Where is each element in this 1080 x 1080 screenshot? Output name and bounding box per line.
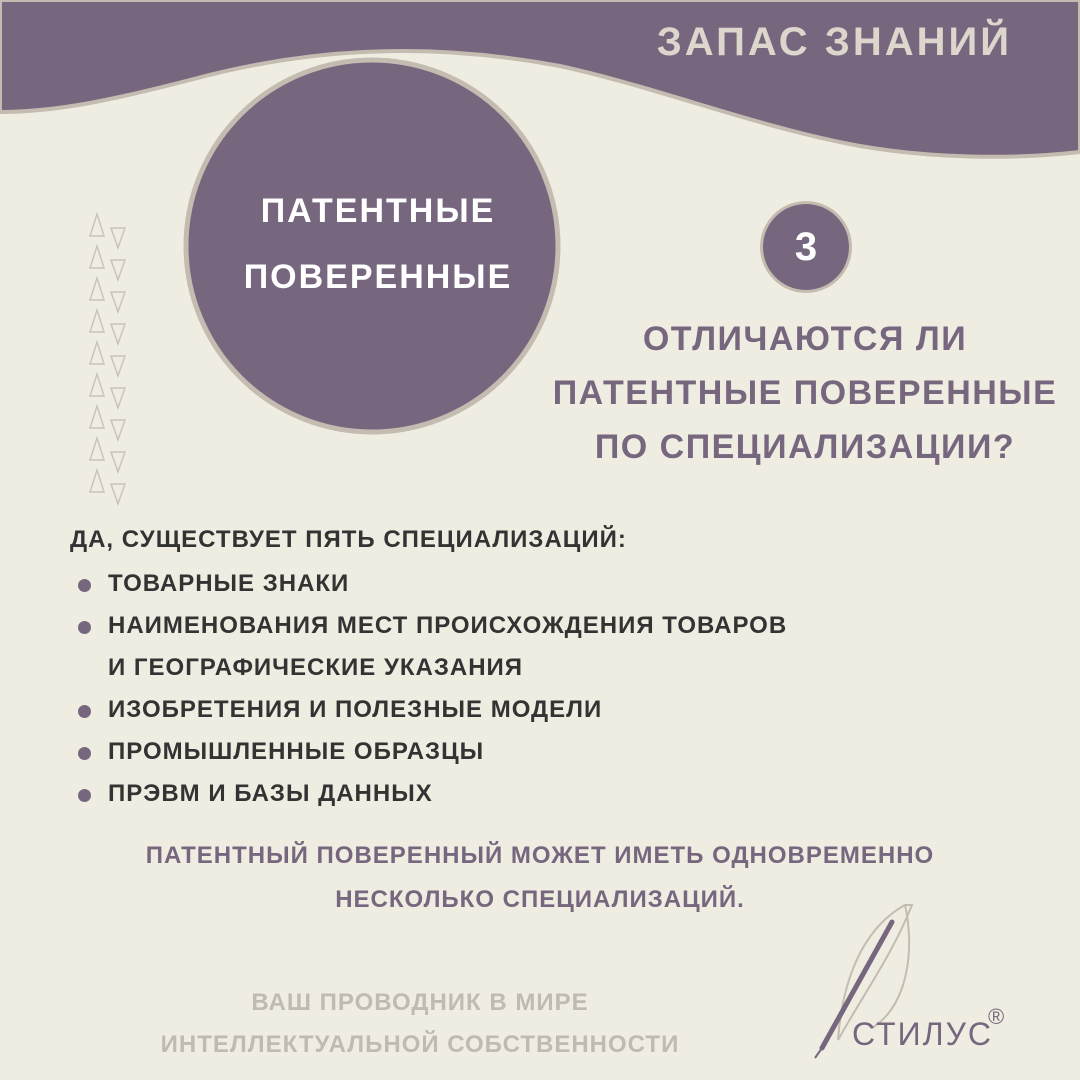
header-title: ЗАПАС ЗНАНИЙ [656, 20, 1012, 64]
triangle-up-icon [90, 470, 104, 492]
bullet-icon [78, 579, 91, 592]
footer-tagline [120, 982, 720, 1066]
note-line: НЕСКОЛЬКО СПЕЦИАЛИЗАЦИЙ. [335, 886, 745, 913]
triangle-down-icon [111, 452, 125, 472]
triangle-up-icon [90, 246, 104, 268]
list-item-line: И ГЕОГРАФИЧЕСКИЕ УКАЗАНИЯ [108, 654, 524, 681]
triangle-down-icon [111, 228, 125, 248]
question-number-badge: 3 [763, 204, 849, 290]
triangle-up-icon [90, 438, 104, 460]
list-item-line: НАИМЕНОВАНИЯ МЕСТ ПРОИСХОЖДЕНИЯ ТОВАРОВ [108, 612, 788, 639]
triangle-down-icon [111, 356, 125, 376]
list-item [74, 605, 787, 689]
list-item-line: ПРОМЫШЛЕННЫЕ ОБРАЗЦЫ [108, 738, 485, 765]
note-line: ПАТЕНТНЫЙ ПОВЕРЕННЫЙ МОЖЕТ ИМЕТЬ ОДНОВРЕМЕННО [145, 842, 935, 869]
triangle-pattern-icon [90, 214, 125, 504]
topic-title [188, 178, 568, 310]
bullet-icon [78, 747, 91, 760]
topic-title-line: ПАТЕНТНЫЕ [260, 192, 496, 230]
triangle-down-icon [111, 324, 125, 344]
answer-intro: ДА, СУЩЕСТВУЕТ ПЯТЬ СПЕЦИАЛИЗАЦИЙ: [70, 526, 627, 553]
question-text [540, 312, 1070, 474]
bullet-icon [78, 705, 91, 718]
triangle-down-icon [111, 420, 125, 440]
note-text [90, 834, 990, 922]
triangle-down-icon [111, 260, 125, 280]
question-line: ПАТЕНТНЫЕ ПОВЕРЕННЫЕ [552, 374, 1058, 412]
list-item [74, 731, 787, 773]
question-line: ОТЛИЧАЮТСЯ ЛИ [642, 320, 968, 358]
tagline-line: ВАШ ПРОВОДНИК В МИРЕ [251, 989, 589, 1016]
triangle-up-icon [90, 342, 104, 364]
specializations-list [74, 563, 787, 815]
list-item-line: ПРЭВМ И БАЗЫ ДАННЫХ [108, 780, 433, 807]
triangle-down-icon [111, 484, 125, 504]
list-item [74, 563, 787, 605]
bullet-icon [78, 789, 91, 802]
triangle-up-icon [90, 406, 104, 428]
bullet-icon [78, 621, 91, 634]
question-line: ПО СПЕЦИАЛИЗАЦИИ? [594, 428, 1016, 466]
brand-logo-text: СТИЛУС [852, 1016, 994, 1052]
triangle-up-icon [90, 214, 104, 236]
triangle-up-icon [90, 278, 104, 300]
registered-mark: ® [988, 1004, 1005, 1029]
list-item-line: ТОВАРНЫЕ ЗНАКИ [108, 570, 350, 597]
list-item [74, 689, 787, 731]
triangle-up-icon [90, 310, 104, 332]
list-item [74, 773, 787, 815]
tagline-line: ИНТЕЛЛЕКТУАЛЬНОЙ СОБСТВЕННОСТИ [160, 1031, 680, 1058]
triangle-up-icon [90, 374, 104, 396]
triangle-down-icon [111, 292, 125, 312]
topic-title-line: ПОВЕРЕННЫЕ [243, 258, 513, 296]
triangle-down-icon [111, 388, 125, 408]
list-item-line: ИЗОБРЕТЕНИЯ И ПОЛЕЗНЫЕ МОДЕЛИ [108, 696, 603, 723]
